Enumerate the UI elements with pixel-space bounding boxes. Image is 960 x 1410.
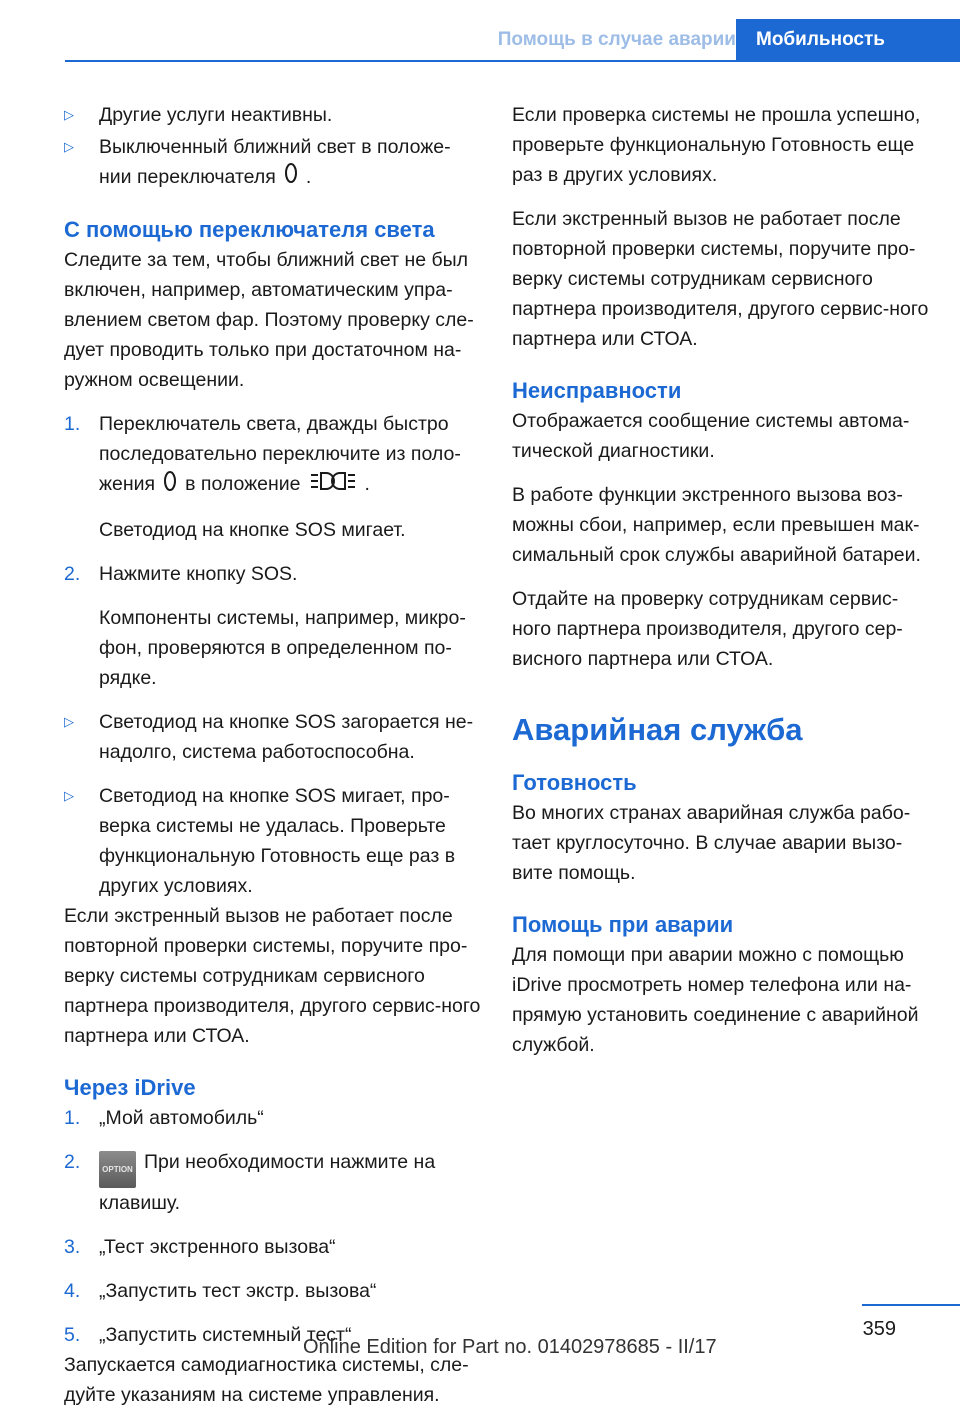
bullet-item: ▷ Выключенный ближний свет в положе-нии переключателя . — [64, 132, 482, 193]
step-note: Компоненты системы, например, микро-фон, проверяются в определенном по-рядке. — [99, 606, 466, 689]
idrive-step: 2. OPTION При необходимости нажмите на клавишу. — [64, 1150, 436, 1214]
paragraph: Отдайте на проверку сотрудникам сервис-ного партнера производителя, другого сер-висного партнера или СТОА. — [512, 588, 903, 670]
page-header — [65, 19, 960, 62]
section-heading-faults: Неисправности — [512, 378, 682, 403]
option-key-icon: OPTION — [99, 1151, 136, 1188]
paragraph: В работе функции экстренного вызова воз-можны сбои, например, если превышен мак-симальный срок службы аварийной батареи. — [512, 484, 921, 566]
triangle-bullet-icon: ▷ — [64, 787, 74, 803]
section-heading-ready: Готовность — [512, 770, 637, 795]
section-heading-switch: С помощью переключателя света — [64, 217, 435, 243]
section-heading-idrive: Через iDrive — [64, 1074, 196, 1100]
bullet-item: ▷ Другие услуги неактивны. — [64, 100, 482, 132]
paragraph: Во многих странах аварийная служба рабо-тает круглосуточно. В случае аварии вызо-вите помощь. — [512, 802, 911, 884]
triangle-bullet-icon: ▷ — [64, 107, 74, 122]
header-chapter-tab: Мобильность — [736, 19, 960, 62]
low-beam-icon — [309, 470, 357, 501]
chapter-heading-service: Аварийная служба — [512, 712, 803, 747]
left-column — [64, 100, 482, 1410]
idrive-step: 4. „Запустить тест экстр. вызова“ — [64, 1279, 377, 1302]
idrive-step: 5. „Запустить системный тест“ — [64, 1323, 352, 1346]
triangle-bullet-icon: ▷ — [64, 713, 74, 729]
idrive-step: 1. „Мой автомобиль“ — [64, 1106, 264, 1129]
light-off-icon — [284, 162, 298, 193]
bullet-item: ▷ Светодиод на кнопке SOS мигает, про-верка системы не удалась. Проверьте функциональную Готовность еще раз в других условиях. — [64, 781, 482, 901]
header-rule — [65, 60, 960, 62]
paragraph: Отображается сообщение системы автома-тической диагностики. — [512, 410, 910, 462]
step-item: 1. Переключатель света, дважды быстро последовательно переключите из поло-жения в положение . — [64, 409, 482, 500]
footer-rule — [862, 1304, 960, 1306]
paragraph: Если проверка системы не прошла успешно, проверьте функциональную Готовность еще раз в других условиях. — [512, 104, 921, 186]
paragraph: Если экстренный вызов не работает после повторной проверки системы, поручите про-верку системы сотрудникам сервисного партнера производителя, другого сервис-ного партнера или СТОА. — [512, 208, 929, 350]
paragraph: Если экстренный вызов не работает после повторной проверки системы, поручите про-верку системы сотрудникам сервисного партнера производителя, другого сервис-ного партнера или СТОА. — [64, 904, 481, 1047]
edition-note: Online Edition for Part no. 01402978685 - II/17 — [303, 1336, 717, 1358]
idrive-step: 3. „Тест экстренного вызова“ — [64, 1235, 336, 1258]
section-heading-help: Помощь при аварии — [512, 912, 734, 937]
triangle-bullet-icon: ▷ — [64, 139, 74, 154]
header-section-title: Помощь в случае аварии — [497, 29, 736, 50]
bullet-item: ▷ Светодиод на кнопке SOS загорается не-надолго, система работоспособна. — [64, 707, 482, 767]
step-item: 2. Нажмите кнопку SOS. — [64, 562, 298, 585]
paragraph: Запускается самодиагностика системы, сле-дуйте указаниям на системе управления. — [64, 1353, 469, 1406]
right-column — [512, 100, 932, 1060]
paragraph: Для помощи при аварии можно с помощью iDrive просмотреть номер телефона или на-прямую установить соединение с аварийной службой. — [512, 944, 919, 1056]
light-off-icon — [163, 470, 177, 501]
page-number: 359 — [862, 1318, 896, 1340]
step-note: Светодиод на кнопке SOS мигает. — [99, 518, 406, 541]
paragraph: Следите за тем, чтобы ближний свет не был включен, например, автоматическим упра-влением светом фар. Поэтому проверку сле-дует проводить только при достаточном на-ружном освещении. — [64, 249, 474, 392]
